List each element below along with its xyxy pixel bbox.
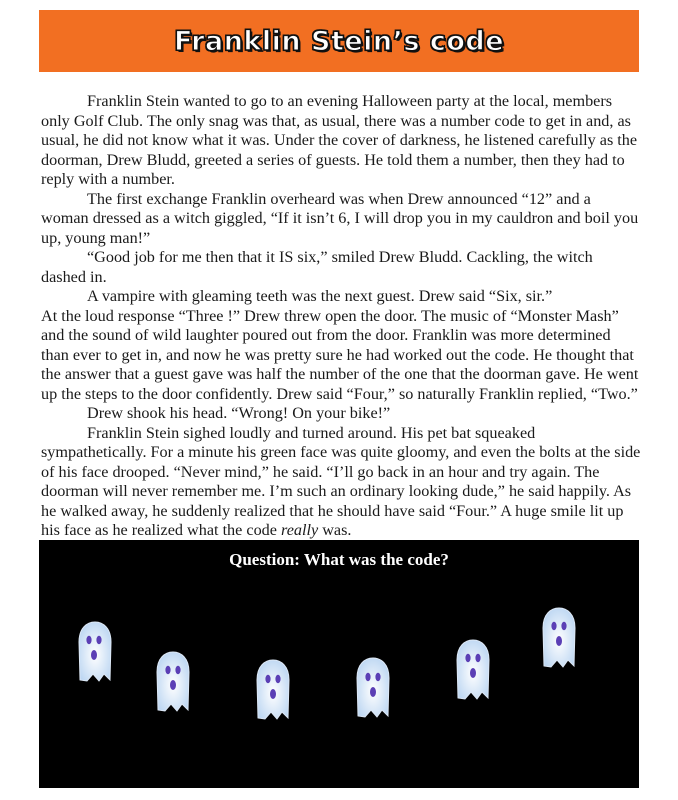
question-heading: Question: What was the code? [229,550,449,569]
ghost-icon [75,620,115,684]
story-paragraph: At the loud response “Three !” Drew threw open the door. The music of “Monster Mash” and the sound of wild laughter poured out from the door. Franklin was more determined than ever to get in, and now he was pretty sure he had worked out the code. He thought that the answer that a guest gave was half the number of the one that the doorman gave. He went up the steps to the door confidently. Drew said “Four,” so naturally Franklin replied, “Two.” [41,306,639,403]
page-title: Franklin Stein’s code [173,25,505,57]
story-paragraph: “Good job for me then that it IS six,” smiled Drew Bludd. Cackling, the witch dashed in. [41,248,593,286]
ghost-icon [353,656,393,720]
story-text [41,92,641,541]
story-text-run: was. [318,521,352,539]
ghost-icon [453,638,493,702]
ghost-icon [153,650,193,714]
story-text-run: Franklin Stein sighed loudly and turned around. His pet bat squeaked sympathetically. For a minute his green face was quite gloomy, and even the bolts at the side of his face drooped. “Never mind,” he said. “I’ll go back in an hour and try again. The doorman will never remember me. I’m such an ordinary looking dude,” he said happily. As he walked away, he suddenly realized that he should have said “Four.” A huge smile lit up his face as he realized what the code [41,423,641,539]
story-paragraph: Drew shook his head. “Wrong! On your bike!” [87,404,391,422]
ghost-icon [253,658,293,722]
story-paragraph: Franklin Stein wanted to go to an evening Halloween party at the local, members only Golf Club. The only snag was that, as usual, there was a number code to get in and, as usual, he did not know what it was. Under the cover of darkness, he listened carefully as the doorman, Drew Bludd, greeted a series of guests. He told them a number, then they had to reply with a number. [41,92,638,188]
story-paragraph [41,424,641,541]
story-paragraph: A vampire with gleaming teeth was the next guest. Drew said “Six, sir.” [87,287,553,305]
title-banner [39,10,639,72]
emphasis-word: really [281,521,319,539]
story-paragraph: The first exchange Franklin overheard was when Drew announced “12” and a woman dressed as a witch giggled, “If it isn’t 6, I will drop you in my cauldron and boil you up, young man!” [41,189,639,247]
ghost-icon [539,606,579,670]
question-panel [39,540,639,788]
